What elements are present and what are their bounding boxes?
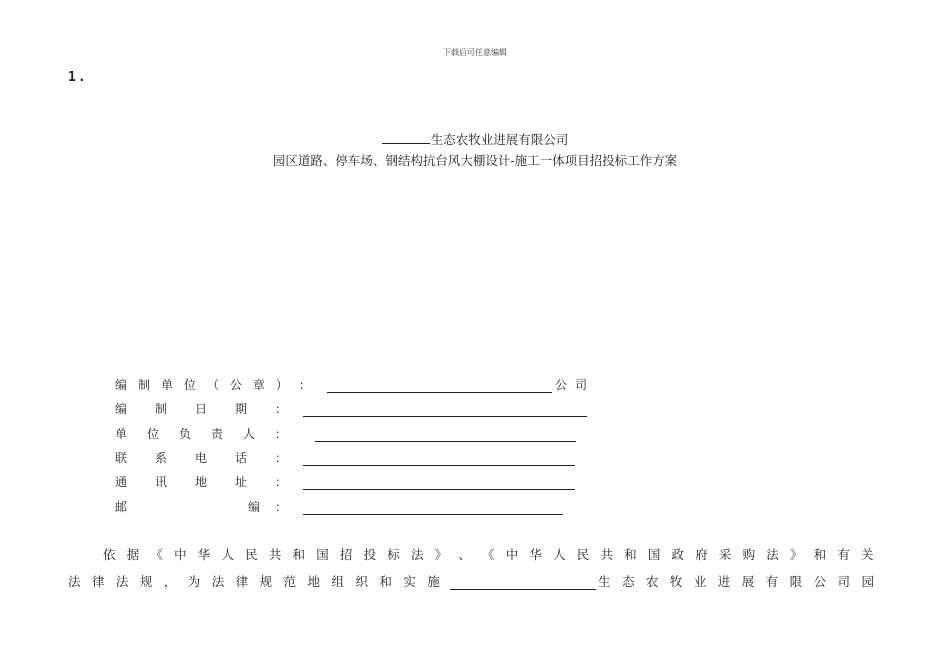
paragraph-char: 》: [434, 547, 448, 562]
project-owner-blank[interactable]: [450, 577, 596, 590]
paragraph-char: 态: [621, 574, 635, 589]
paragraph-text: [68, 572, 440, 590]
paragraph-char: 购: [742, 547, 756, 562]
form-label: 单 位 负 责 人 ：: [115, 427, 287, 441]
paragraph-char: 、: [458, 547, 471, 562]
paragraph-char: 织: [355, 574, 368, 589]
paragraph-char: 生: [598, 574, 611, 589]
paragraph-char: 法: [115, 574, 129, 589]
paragraph-char: 法: [68, 574, 81, 589]
paragraph-char: 有: [765, 574, 779, 589]
form-row-contact-phone: [115, 448, 575, 466]
paragraph-char: 公: [813, 574, 827, 589]
form-label: 编 制 单 位 （ 公 章 ） ：: [115, 378, 311, 392]
paragraph-char: 为: [187, 574, 201, 589]
paragraph-line-2: [68, 572, 874, 590]
paragraph-char: 有: [837, 547, 850, 562]
form-row-compiling-date: [115, 399, 587, 417]
form-label: 通 讯 地 址 ：: [115, 475, 287, 489]
paragraph-char: 法: [211, 574, 225, 589]
form-row-postal-code: [115, 497, 563, 515]
paragraph-char: 司: [837, 574, 851, 589]
paragraph-char: 采: [718, 547, 732, 562]
paragraph-char: 招: [339, 547, 353, 562]
paragraph-char: 法: [410, 547, 424, 562]
paragraph-char: 共: [600, 547, 613, 562]
form-row-compiling-unit: [115, 375, 595, 393]
paragraph-char: 展: [741, 574, 755, 589]
contact-phone-field[interactable]: [303, 453, 575, 466]
paragraph-char: 范: [283, 574, 297, 589]
paragraph-char: 府: [695, 547, 708, 562]
paragraph-char: 国: [316, 547, 329, 562]
paragraph-char: 进: [717, 574, 731, 589]
paragraph-char: 律: [91, 574, 105, 589]
paragraph-char: 法: [766, 547, 779, 562]
paragraph-char: 和: [292, 547, 306, 562]
form-row-mailing-address: [115, 472, 575, 490]
paragraph-char: 《: [482, 547, 495, 562]
paragraph-char: 关: [861, 547, 874, 562]
paragraph-char: 人: [221, 547, 234, 562]
form-row-unit-leader: [115, 424, 576, 442]
paragraph-char: 规: [259, 574, 273, 589]
paragraph-char: 《: [150, 547, 163, 562]
paragraph-char: 民: [245, 547, 258, 562]
postal-code-field[interactable]: [303, 502, 563, 515]
paragraph-char: 和: [624, 547, 637, 562]
company-name-line: [0, 129, 950, 150]
paragraph-char: ，: [163, 574, 177, 589]
compiling-date-field[interactable]: [303, 404, 587, 417]
page-header-note: 下载后可任意编辑: [443, 48, 507, 57]
company-name-suffix: 生态农牧业进展有限公司: [430, 132, 569, 147]
paragraph-char: 规: [139, 574, 153, 589]
paragraph-char: 华: [529, 547, 542, 562]
compiling-unit-field[interactable]: [327, 380, 552, 393]
company-name-blank[interactable]: [382, 130, 430, 144]
paragraph-char: 人: [553, 547, 566, 562]
paragraph-char: 国: [647, 547, 661, 562]
paragraph-char: 园: [861, 574, 874, 589]
paragraph-text: [598, 572, 874, 590]
paragraph-char: 据: [126, 547, 140, 562]
paragraph-char: 和: [813, 547, 827, 562]
paragraph-char: 依: [103, 547, 116, 562]
paragraph-text: [103, 545, 874, 563]
paragraph-char: 和: [379, 574, 392, 589]
company-suffix-label: 公司: [555, 378, 596, 392]
form-label: 邮 编 ：: [115, 500, 287, 514]
form-label: 编 制 日 期 ：: [115, 402, 287, 416]
paragraph-char: 》: [789, 547, 803, 562]
project-title: 园区道路、停车场、钢结构抗台风大棚设计-施工一体项目招投标工作方案: [272, 153, 678, 168]
paragraph-char: 组: [331, 574, 344, 589]
paragraph-char: 标: [387, 547, 400, 562]
mailing-address-field[interactable]: [303, 477, 575, 490]
paragraph-char: 牧: [669, 574, 683, 589]
paragraph-char: 限: [789, 574, 803, 589]
paragraph-char: 共: [268, 547, 282, 562]
paragraph-char: 地: [307, 574, 321, 589]
paragraph-char: 民: [576, 547, 590, 562]
paragraph-char: 华: [197, 547, 211, 562]
paragraph-char: 中: [505, 547, 519, 562]
form-label: 联 系 电 话 ：: [115, 451, 287, 465]
document-title-block: [0, 129, 950, 171]
paragraph-char: 政: [671, 547, 685, 562]
paragraph-char: 实: [403, 574, 416, 589]
section-number: 1.: [68, 70, 88, 85]
unit-leader-field[interactable]: [315, 429, 576, 442]
paragraph-line-1: [103, 545, 874, 563]
paragraph-char: 投: [363, 547, 377, 562]
paragraph-char: 律: [235, 574, 249, 589]
paragraph-char: 施: [427, 574, 440, 589]
paragraph-char: 中: [174, 547, 187, 562]
paragraph-char: 农: [645, 574, 659, 589]
paragraph-char: 业: [693, 574, 707, 589]
